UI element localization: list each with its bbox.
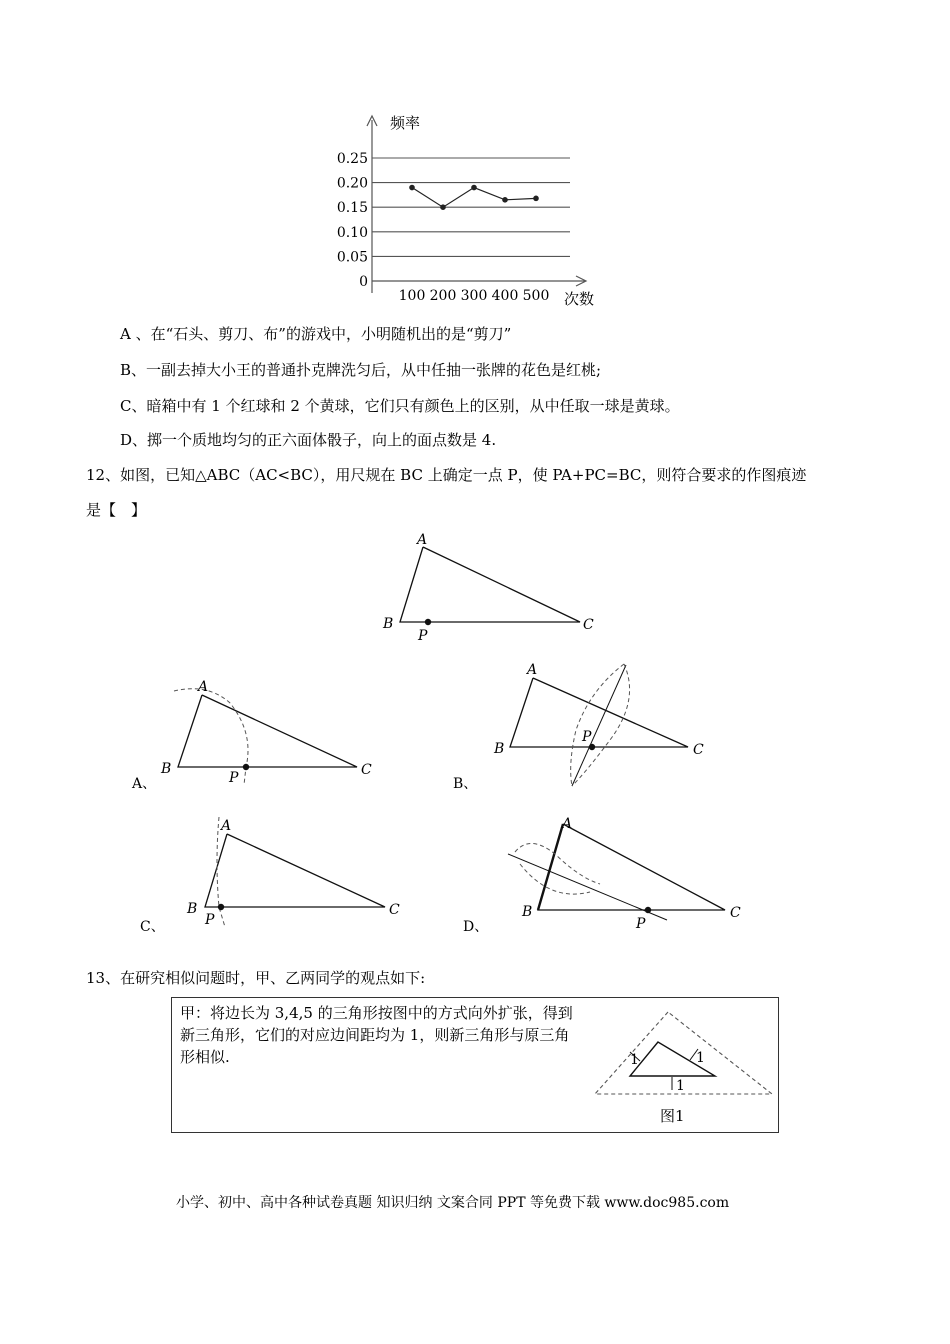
frequency-chart-svg <box>330 108 610 308</box>
y-tick-label: 0.25 <box>336 151 368 167</box>
q13-figure-1 <box>590 1006 780 1131</box>
x-axis-label: 次数 <box>564 290 595 308</box>
x-tick-label: 200 <box>429 288 457 304</box>
q13-stem: 13、在研究相似问题时，甲、乙两同学的观点如下: <box>86 969 426 987</box>
label-p: P <box>636 916 646 932</box>
y-tick-label: 0 <box>359 274 368 290</box>
x-tick-label: 400 <box>491 288 519 304</box>
series-line <box>412 188 536 208</box>
label-a: A <box>562 816 573 832</box>
y-axis-label: 频率 <box>390 114 421 132</box>
label-c: C <box>693 742 704 758</box>
label-b: B <box>494 741 505 757</box>
option-d-label: D、 <box>463 919 489 935</box>
label-a: A <box>527 662 538 678</box>
label-c: C <box>361 762 372 778</box>
label-c: C <box>730 905 741 921</box>
q12-main-triangle <box>370 530 610 645</box>
q12-stem-line1: 12、如图，已知△ABC（AC<BC），用尺规在 BC 上确定一点 P，使 PA+PC=BC，则符合要求的作图痕迹 <box>86 466 807 484</box>
y-tick-label: 0.15 <box>336 200 368 217</box>
page-footer: 小学、初中、高中各种试卷真题 知识归纳 文案合同 PPT 等免费下载 www.doc985.com <box>176 1195 730 1211</box>
y-tick-label: 0.20 <box>336 175 368 192</box>
label-c: C <box>583 617 594 633</box>
fig1-label-bottom: 1 <box>676 1078 685 1094</box>
x-tick-label: 500 <box>522 288 550 304</box>
option-a-label: A、 <box>132 776 157 792</box>
frequency-chart <box>330 108 610 308</box>
fig1-caption: 图1 <box>660 1107 685 1125</box>
q12-option-b-figure <box>450 660 720 795</box>
data-point <box>471 185 477 191</box>
x-tick-label: 100 <box>398 288 426 304</box>
data-point <box>409 185 415 191</box>
q11-option-b: B、一副去掉大小王的普通扑克牌洗匀后，从中任抽一张牌的花色是红桃; <box>120 361 602 379</box>
q12-option-d-figure <box>460 812 750 937</box>
q12-option-c-figure <box>135 812 415 937</box>
data-point <box>533 196 539 202</box>
fig1-label-right: 1 <box>696 1050 705 1066</box>
label-c: C <box>389 902 400 918</box>
label-b: B <box>522 904 533 920</box>
option-c-label: C、 <box>140 919 165 935</box>
label-b: B <box>187 901 198 917</box>
x-tick-label: 300 <box>460 288 488 304</box>
label-b: B <box>161 761 172 777</box>
q12-option-a-figure <box>128 675 388 795</box>
q13-box-text: 甲：将边长为 3,4,5 的三角形按图中的方式向外扩张，得到新三角形，它们的对应边间距均为 1，则新三角形与原三角形相似. <box>180 1004 573 1066</box>
q13-viewpoint-box <box>171 997 779 1133</box>
label-a: A <box>221 818 232 834</box>
label-a: A <box>417 532 428 548</box>
label-p: P <box>582 729 592 745</box>
data-point <box>440 204 446 210</box>
data-point <box>502 197 508 203</box>
label-b: B <box>383 616 394 632</box>
label-p: P <box>205 912 215 928</box>
point-p-dot <box>425 619 431 625</box>
option-b-label: B、 <box>453 776 478 792</box>
q11-option-d: D、掷一个质地均匀的正六面体骰子，向上的面点数是 4. <box>120 431 497 449</box>
label-p: P <box>229 770 239 786</box>
label-p: P <box>418 628 428 644</box>
y-tick-label: 0.05 <box>336 249 368 266</box>
q11-option-c: C、暗箱中有 1 个红球和 2 个黄球，它们只有颜色上的区别，从中任取一球是黄球。 <box>120 397 680 415</box>
fig1-label-left: 1 <box>630 1052 639 1068</box>
q11-option-a: A 、在“石头、剪刀、布”的游戏中，小明随机出的是“剪刀” <box>120 325 512 343</box>
y-tick-label: 0.10 <box>336 224 368 241</box>
label-a: A <box>198 679 209 695</box>
q12-stem-line2: 是【 】 <box>86 501 147 519</box>
